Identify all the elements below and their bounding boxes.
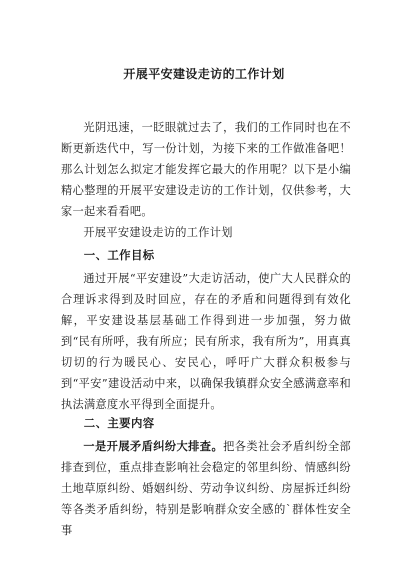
intro-paragraph: 光阴迅速，一眨眼就过去了，我们的工作同时也在不断更新迭代中，写一份计划，为接下来的工作做准备吧！那么计划怎么拟定才能发挥它最大的作用呢？以下是小编精心整理的开展平安建设走访的工作计划，仅供参考，大家一起来看看吧。	[61, 121, 351, 218]
content-item-1	[61, 436, 351, 541]
content-item-1-lead: 一是开展矛盾纠纷大排查。	[83, 440, 224, 453]
section-heading-goals: 一、工作目标	[83, 248, 155, 262]
goals-paragraph: 通过开展“平安建设”大走访活动，使广大人民群众的合理诉求得到及时回应，存在的矛盾和问题得到有效化解，平安建设基层基础工作得到进一步加强，努力做到“民有所呼，我有所应；民有所求，我有所为”，用真真切切的行为暖民心、安民心，呼吁广大群众积极参与到“平安”建设活动中来，以确保我镇群众安全感满意率和执法满意度水平得到全面提升。	[61, 272, 351, 411]
section-heading-content: 二、主要内容	[83, 416, 155, 430]
content-item-1-body: 把各类社会矛盾纠纷全部排查到位，重点排查影响社会稳定的邻里纠纷、情感纠纷土地草原纠纷、婚姻纠纷、劳动争议纠纷、房屋拆迁纠纷等各类矛盾纠纷，特别是影响群众安全感的`群体性安全事	[61, 440, 351, 537]
document-title: 开展平安建设走访的工作计划	[123, 67, 285, 81]
document-subtitle: 开展平安建设走访的工作计划	[83, 226, 233, 239]
